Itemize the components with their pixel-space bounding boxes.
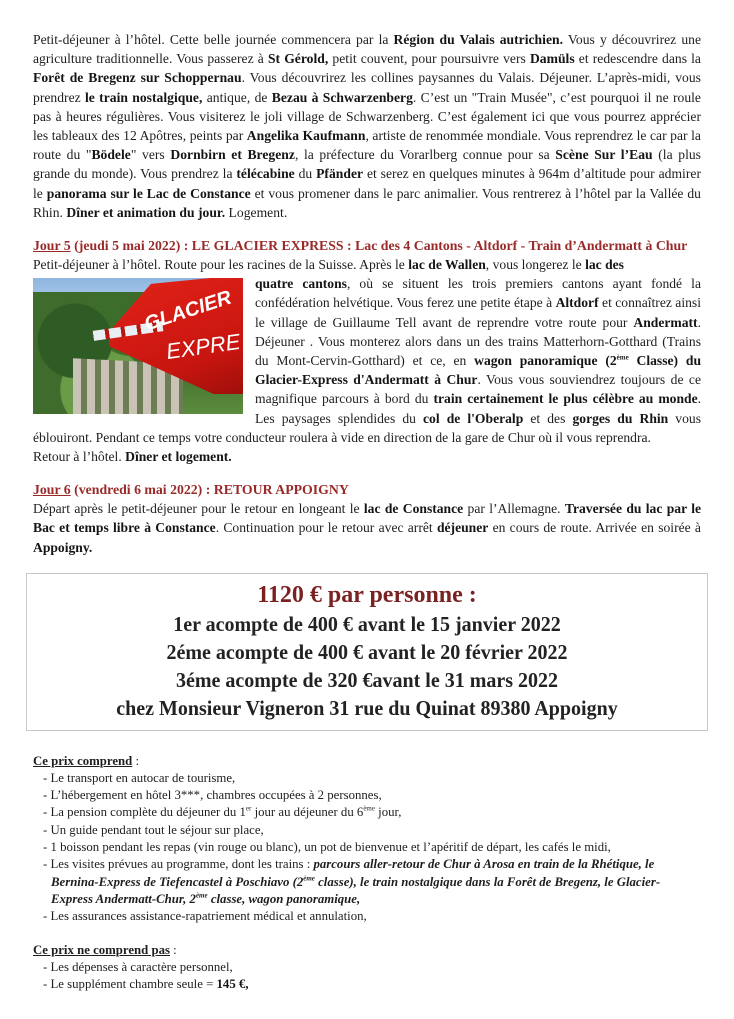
text-run: quatre cantons (255, 276, 347, 292)
text-run: classe), le train nostalgique dans la Forêt de Bregenz, le Glacier-Express Andermatt-Chur, 2 (51, 874, 661, 906)
day6-label: Jour 6 (33, 482, 71, 498)
list-item: - L’hébergement en hôtel 3***, chambres occupées à 2 personnes, (38, 787, 701, 804)
payment-address: chez Monsieur Vigneron 31 rue du Quinat 89380 Appoigny (116, 695, 618, 720)
excludes-title-suffix: : (169, 942, 177, 957)
day6-title: (vendredi 6 mai 2022) : RETOUR APPOIGNY (70, 482, 349, 498)
list-item: - La pension complète du déjeuner du 1er jour au déjeuner du 6ème jour, (38, 804, 701, 821)
list-item: - Un guide pendant tout le séjour sur place, (38, 822, 701, 839)
text-run: Pfänder (316, 166, 364, 182)
day6-heading (33, 480, 701, 499)
text-run: Région du Valais autrichien. (393, 32, 563, 47)
list-item: - Les assurances assistance-rapatriement médical et annulation, (38, 908, 701, 925)
text-run: gorges du Rhin (572, 410, 669, 426)
day6-paragraph: Départ après le petit-déjeuner pour le retour en longeant le lac de Constance par l’Allemagne. Traversée du lac par le Bac et temps libre à Constance. Continuation pour le retour avec arrêt déjeuner en cours de route. Arrivée en soirée à Appoigny. (33, 501, 702, 555)
text-run: Andermatt (633, 314, 698, 330)
list-item: - Les visites prévues au programme, dont les trains : parcours aller-retour de Chur à Arosa en train de la Rhétique, le Bernina-Express de Tiefencastel à Poschiavo (2ème classe), le train nostalgique dans la Forêt de Bregenz, le Glacier-Express Andermatt-Chur, 2ème classe, wagon panoramique, (38, 856, 701, 908)
text-run: Angelika Kaufmann (246, 128, 366, 144)
text-run: col de l'Oberalp (423, 410, 524, 426)
includes-title (33, 753, 701, 770)
text-run: parcours aller-retour de Chur à Arosa en train de la Rhétique, le Bernina-Express de Tiefencastel à Poschiavo (2 (51, 857, 655, 889)
text-run: Dîner et animation du jour. (66, 204, 226, 220)
text-run: Bezau à Schwarzenberg (271, 89, 413, 105)
text-run: Forêt de Bregenz sur Schoppernau (33, 70, 242, 86)
text-run: ème (303, 874, 315, 883)
text-run: lac de Constance (363, 501, 464, 517)
text-run: ème (616, 353, 629, 362)
document-page (33, 30, 701, 993)
text-run: er (245, 805, 252, 814)
text-run: wagon panoramique (2 (474, 353, 617, 369)
excludes-list (33, 959, 701, 994)
day5-intro: Petit-déjeuner à l’hôtel. Route pour les racines de la Suisse. Après le lac de Wallen, vous longerez le lac des (33, 257, 624, 273)
text-run: ème (195, 891, 208, 900)
list-item: - Les dépenses à caractère personnel, (38, 959, 701, 976)
text-run: le train nostalgique, (85, 89, 203, 105)
excludes-title-text: Ce prix ne comprend pas (33, 942, 170, 957)
list-item: - Le transport en autocar de tourisme, (38, 770, 701, 787)
text-run: Bödele (91, 147, 131, 163)
text-run: train certainement le plus célèbre au monde (433, 391, 698, 407)
day5-heading (33, 236, 701, 255)
deposit-2: 2éme acompte de 400 € avant le 20 février 2022 (166, 639, 568, 664)
text-run: lac des (585, 257, 624, 273)
glacier-express-photo (33, 278, 243, 414)
text-run: Dornbirn et Bregenz (170, 147, 295, 163)
day5-title: (jeudi 5 mai 2022) : LE GLACIER EXPRESS : Lac des 4 Cantons - Altdorf - Train d’Andermatt à Chur (70, 238, 688, 254)
text-run: St Gérold, (267, 51, 329, 67)
text-run: Damüls (529, 51, 575, 67)
day5-label: Jour 5 (33, 238, 71, 254)
day5-paragraph: quatre cantons, où se situent les trois premiers cantons ayant fondé la confédération helvétique. Vous ferez une petite étape à Altdorf et connaîtrez ainsi le village de Guillaume Tell avant de reprendre votre route pour Andermatt. Déjeuner . Vous monterez alors dans un des trains Matterhorn-Gotthard (Trains du Mont-Cervin-Gotthard) et ce, en wagon panoramique (2ème Classe) du Glacier-Express d'Andermatt à Chur. Vous vous souviendrez toujours de ce magnifique parcours à bord du train certainement le plus célèbre au monde. Les paysages splendides du col de l'Oberalp et des gorges du Rhin vous éblouiront. Pendant ce temps votre conducteur roulera à vide en direction de la gare de Chur où il vous reprendra. (33, 276, 702, 445)
list-item: - 1 boisson pendant les repas (vin rouge ou blanc), un pot de bienvenue et l’apéritif de départ, les cafés le midi, (38, 839, 701, 856)
text-run: Appoigny. (33, 539, 93, 555)
text-run: Altdorf (555, 295, 599, 311)
text-run: panorama sur le Lac de Constance (46, 185, 251, 201)
text-run: 145 €, (216, 976, 249, 991)
text-run: classe, wagon panoramique, (207, 891, 361, 906)
list-item: - Le supplément chambre seule = 145 €, (38, 976, 701, 993)
text-run: Classe) du Glacier-Express d'Andermatt à Chur (255, 353, 702, 388)
price-title: 1120 € par personne : (257, 581, 477, 608)
price-box (26, 573, 708, 731)
day5-closing: Retour à l’hôtel. Dîner et logement. (33, 449, 232, 465)
text-run: Dîner et logement. (125, 449, 232, 465)
train-logo-text: GLACIER (141, 286, 235, 336)
text-run: ème (363, 805, 375, 814)
text-run: Traversée du lac par le Bac et temps libre à Constance (33, 501, 702, 536)
text-run: lac de Wallen (408, 257, 486, 273)
deposit-1: 1er acompte de 400 € avant le 15 janvier 2022 (173, 611, 561, 636)
train-logo-text-2: EXPRE (164, 329, 243, 365)
text-run: Scène Sur l’Eau (555, 147, 653, 163)
excludes-title (33, 942, 701, 959)
includes-title-suffix: : (132, 753, 140, 768)
day5-body (33, 274, 701, 447)
text-run: déjeuner (436, 520, 489, 536)
text-run: télécabine (236, 166, 295, 182)
includes-list (33, 770, 701, 926)
includes-title-text: Ce prix comprend (33, 753, 133, 768)
day4-paragraph: Petit-déjeuner à l’hôtel. Cette belle journée commencera par la Région du Valais autrichien. Vous y découvrirez une agriculture traditionnelle. Vous passerez à St Gérold, petit couvent, pour poursuivre vers Damüls et redescendre dans la Forêt de Bregenz sur Schoppernau. Vous découvrirez les collines paysannes du Valais. Déjeuner. L’après-midi, vous prendrez le train nostalgique, antique, de Bezau à Schwarzenberg. C’est un "Train Musée", c’est pourquoi il ne roule pas à heures régulières. Vous visiterez le joli village de Schwarzenberg. C’est également ici que vous pourrez apprécier les tableaux des 12 Apôtres, peints par Angelika Kaufmann, artiste de renommée mondiale. Vous reprendrez le car par la route du "Bödele" vers Dornbirn et Bregenz, la préfecture du Vorarlberg connue pour sa Scène Sur l’Eau (la plus grande du monde). Vous prendrez la télécabine du Pfänder et serez en quelques minutes à 964m d’altitude pour admirer le panorama sur le Lac de Constance et vous promener dans le parc animalier. Vous rentrerez à l’hôtel par la Vallée du Rhin. Dîner et animation du jour. Logement. (33, 32, 701, 220)
deposit-3: 3éme acompte de 320 €avant le 31 mars 2022 (175, 667, 559, 692)
